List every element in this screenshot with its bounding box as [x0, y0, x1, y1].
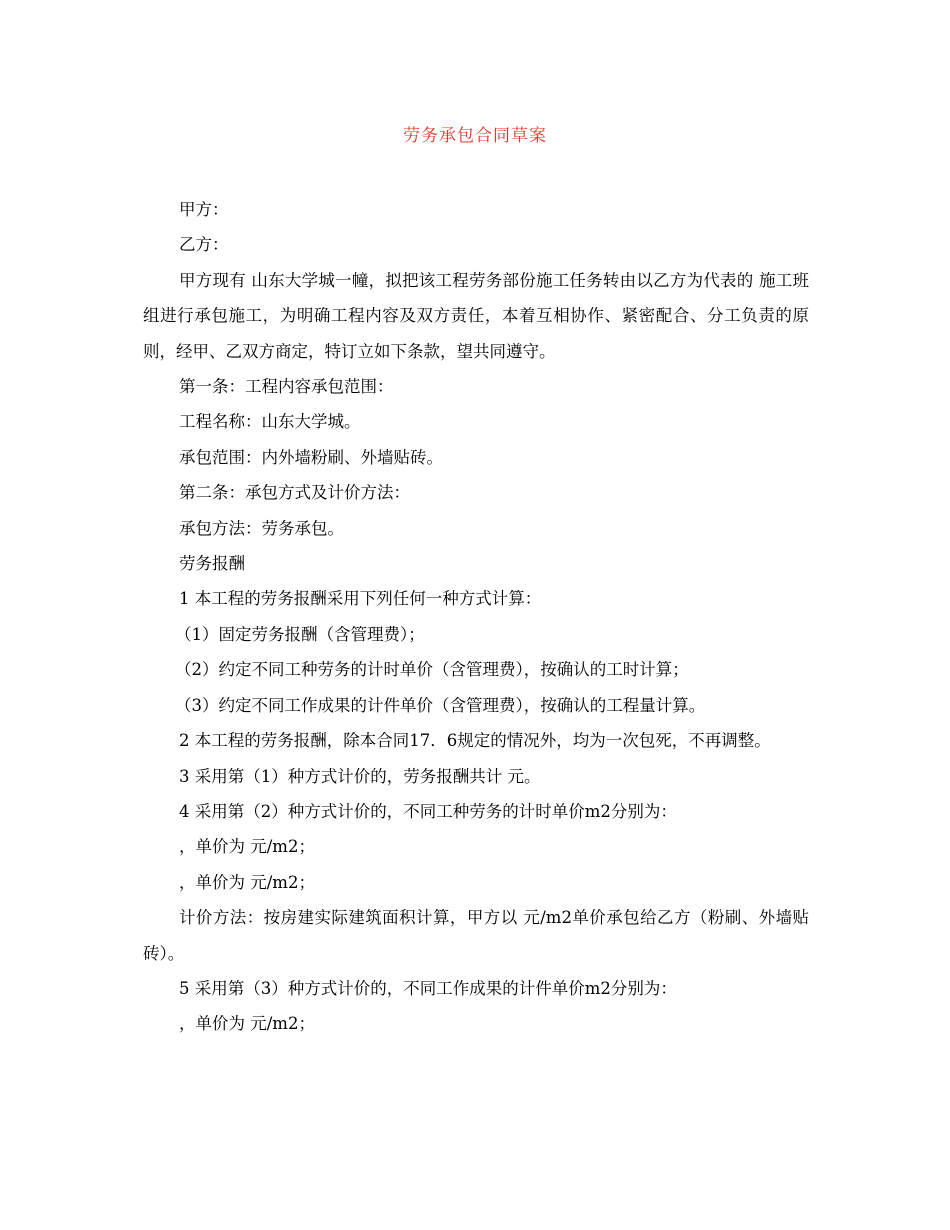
- contract-method-line: 承包方法：劳务承包。: [179, 518, 344, 538]
- labor-remuneration-heading: 劳务报酬: [179, 554, 245, 574]
- option-2-line: （2）约定不同工种劳务的计时单价（含管理费），按确认的工时计算；: [175, 660, 689, 680]
- clause-2-paragraph: 2 本工程的劳务报酬，除本合同17．6规定的情况外，均为一次包死，不再调整。: [179, 731, 771, 751]
- article-2-heading: 第二条：承包方式及计价方法：: [179, 483, 410, 503]
- clause-3-line: 3 采用第（1）种方式计价的，劳务报酬共计 元。: [179, 766, 541, 786]
- unit-price-line-2: ，单价为 元/m2；: [179, 872, 315, 892]
- project-name-line: 工程名称：山东大学城。: [179, 412, 361, 432]
- option-3-line: （3）约定不同工作成果的计件单价（含管理费），按确认的工程量计算。: [175, 695, 706, 715]
- document-title: 劳务承包合同草案: [403, 126, 547, 146]
- party-b-line: 乙方：: [179, 235, 229, 255]
- preamble-paragraph: 甲方现有 山东大学城一幢，拟把该工程劳务部份施工任务转由以乙方为代表的 施工班组进行承包施工，为明确工程内容及双方责任，本着互相协作、紧密配合、分工负责的原则，经甲、乙双方商定，特订立如下条款，望共同遵守。: [143, 270, 809, 361]
- clause-4-line: 4 采用第（2）种方式计价的，不同工种劳务的计时单价m2分别为：: [179, 801, 677, 821]
- pricing-method-paragraph: 计价方法：按房建实际建筑面积计算，甲方以 元/m2单价承包给乙方（粉刷、外墙贴砖）。: [143, 908, 809, 963]
- unit-price-line-3: ，单价为 元/m2；: [179, 1014, 315, 1034]
- contract-scope-line: 承包范围：内外墙粉刷、外墙贴砖。: [179, 447, 443, 467]
- unit-price-line-1: ，单价为 元/m2；: [179, 837, 315, 857]
- article-1-heading: 第一条：工程内容承包范围：: [179, 377, 394, 397]
- clause-1-line: 1 本工程的劳务报酬采用下列任何一种方式计算：: [179, 589, 542, 609]
- option-1-line: （1）固定劳务报酬（含管理费）；: [175, 624, 425, 644]
- party-a-line: 甲方：: [179, 200, 229, 219]
- clause-5-line: 5 采用第（3）种方式计价的，不同工作成果的计件单价m2分别为：: [179, 978, 677, 998]
- document-body: [143, 192, 809, 1042]
